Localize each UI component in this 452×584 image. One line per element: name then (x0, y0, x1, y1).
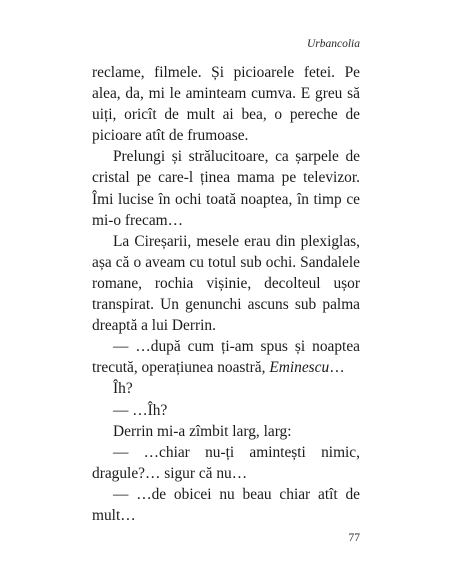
dialogue-text: — …după cum ți-am spus și noaptea trecută, operațiunea noastră, (92, 338, 360, 377)
paragraph-1: reclame, filmele. Și picioarele fetei. Pe alea, da, mi le aminteam cumva. E greu să uiți, oricît de mult ai bea, o pereche de picioare atît de frumoase. (92, 64, 360, 145)
paragraph-3: La Cireșarii, mesele erau din plexiglas, așa că o aveam cu totul sub ochi. Sandalele romane, rochia vișinie, decolteul ușor transpirat. Un genunchi ascuns sub palma dreaptă a lui Derrin. (92, 232, 360, 335)
dialogue-line-3: — …chiar nu-ți amintești nimic, dragule?… sigur că nu… (92, 443, 360, 482)
body-text (92, 62, 360, 526)
dialogue-line-2: — …Îh? (113, 401, 168, 419)
running-header: Urbancolia (306, 38, 360, 50)
dialogue-line-4: — …de obicei nu beau chiar atît de mult… (92, 485, 360, 524)
paragraph-2: Prelungi și strălucitoare, ca șarpele de cristal pe care-l ținea mama pe televizor. Îmi lucise în ochi toată noaptea, în timp ce mi-o frecam… (92, 148, 360, 229)
italic-word: Eminescu (269, 359, 330, 377)
paragraph-exclamation: Îh? (113, 380, 133, 398)
dialogue-line-1 (92, 336, 360, 378)
paragraph-narration: Derrin mi-a zîmbit larg, larg: (113, 422, 292, 440)
dialogue-ellipsis: … (329, 359, 345, 377)
page-number: 77 (348, 532, 360, 544)
